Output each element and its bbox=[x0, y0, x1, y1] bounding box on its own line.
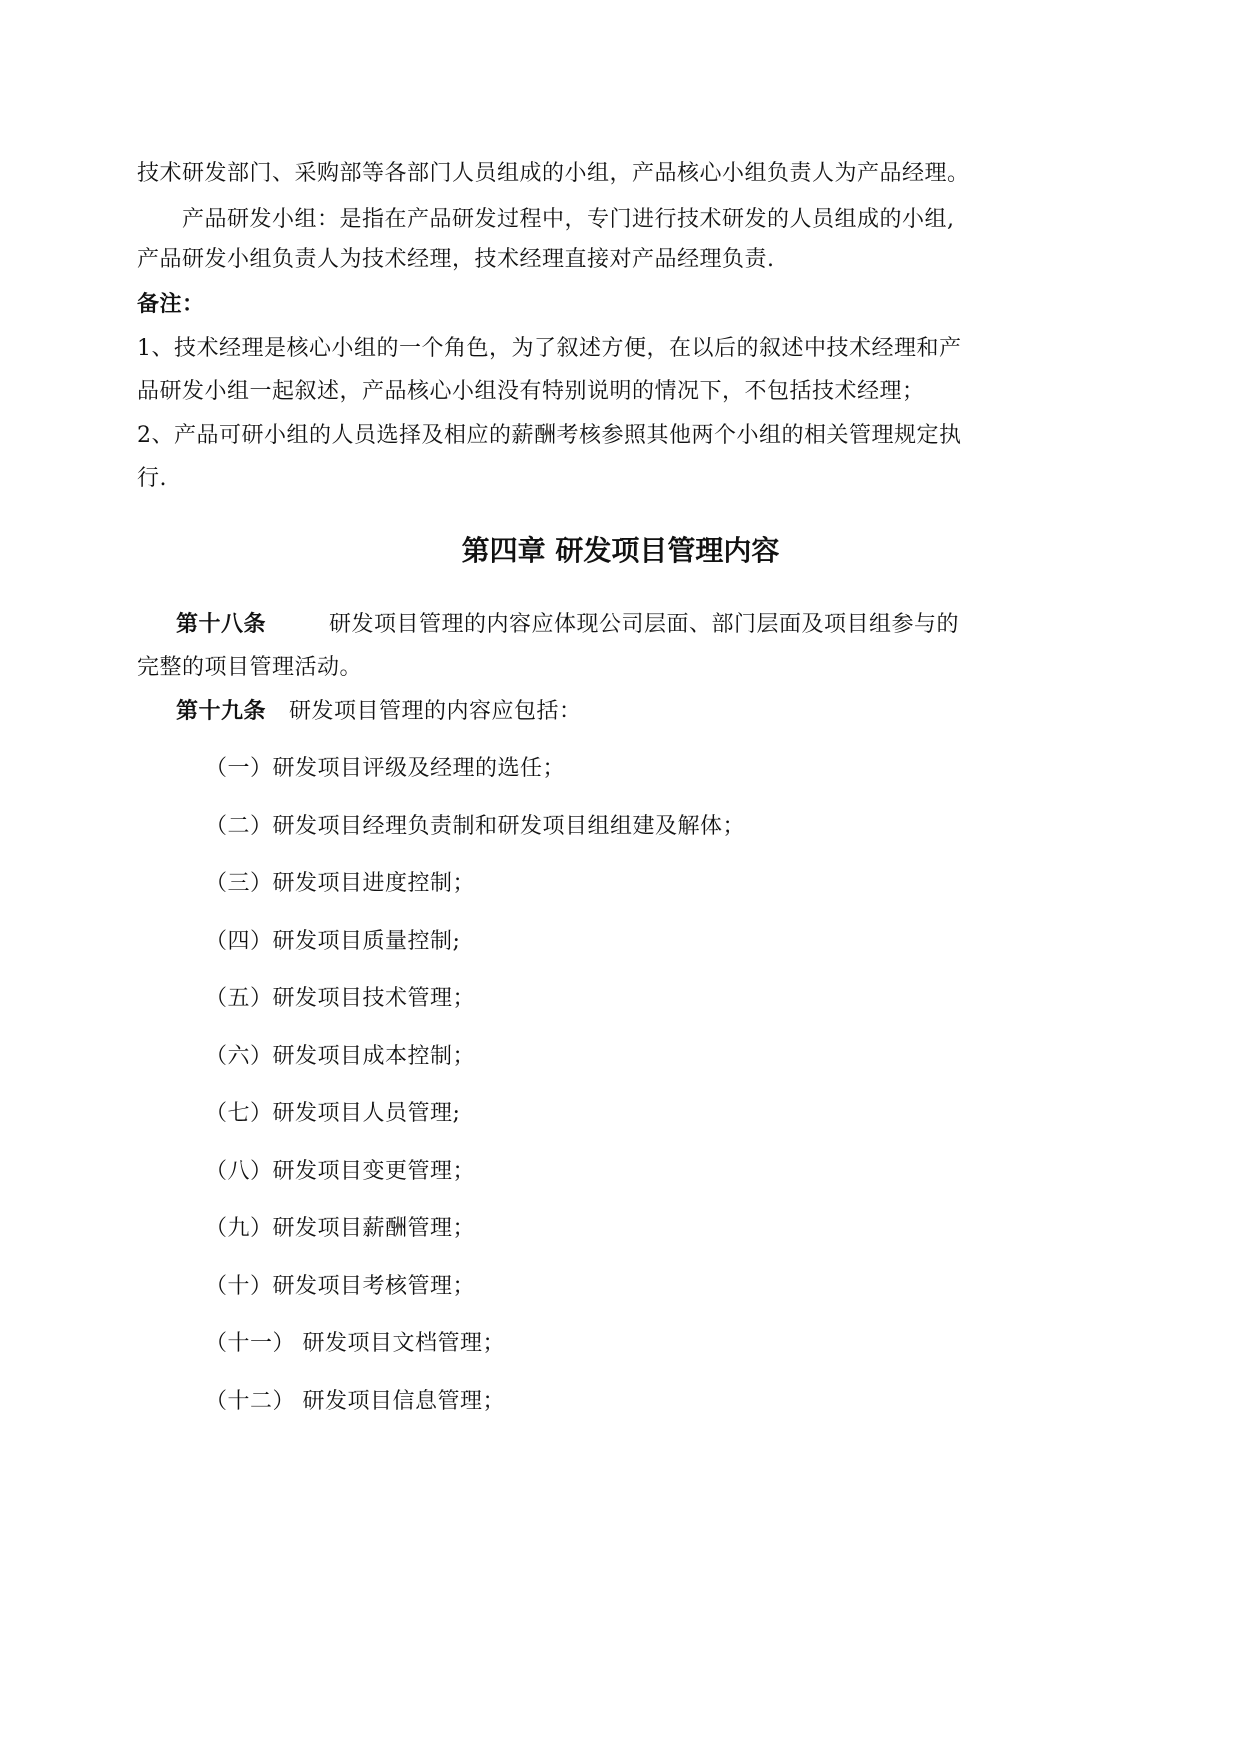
list-item bbox=[205, 1272, 475, 1302]
item-text: 研发项目变更管理； bbox=[272, 1159, 476, 1184]
article-text: 研发项目管理的内容应包括： bbox=[289, 699, 582, 724]
item-number: （五） bbox=[205, 986, 273, 1011]
list-item bbox=[205, 1329, 505, 1359]
item-text: 研发项目经理负责制和研发项目组组建及解体； bbox=[272, 814, 746, 839]
item-number: （九） bbox=[205, 1216, 273, 1241]
item-number: （十二） bbox=[205, 1389, 296, 1414]
item-text: 研发项目评级及经理的选任； bbox=[272, 756, 566, 781]
item-text: 研发项目人员管理; bbox=[272, 1101, 461, 1126]
paragraph-line: 产品研发小组负责人为技术经理，技术经理直接对产品经理负责. bbox=[137, 247, 775, 272]
article-line: 完整的项目管理活动。 bbox=[137, 655, 363, 680]
list-item bbox=[205, 1387, 505, 1417]
list-item bbox=[205, 869, 475, 899]
list-item bbox=[205, 812, 745, 842]
item-text: 研发项目文档管理； bbox=[295, 1331, 506, 1356]
note-line: 行. bbox=[137, 466, 167, 491]
article-label: 第十九条 bbox=[176, 699, 267, 724]
note-line: 2、产品可研小组的人员选择及相应的薪酬考核参照其他两个小组的相关管理规定执 bbox=[137, 423, 962, 448]
article-text: 研发项目管理的内容应体现公司层面、部门层面及项目组参与的 bbox=[329, 612, 960, 637]
item-text: 研发项目考核管理； bbox=[272, 1274, 476, 1299]
article-label: 第十八条 bbox=[176, 612, 267, 637]
item-number: （一） bbox=[205, 756, 273, 781]
item-text: 研发项目进度控制； bbox=[272, 871, 476, 896]
item-text: 研发项目薪酬管理； bbox=[272, 1216, 476, 1241]
list-item bbox=[205, 984, 475, 1014]
item-number: （二） bbox=[205, 814, 273, 839]
item-text: 研发项目信息管理； bbox=[295, 1389, 506, 1414]
item-number: （八） bbox=[205, 1159, 273, 1184]
list-item bbox=[205, 1042, 475, 1072]
article-19 bbox=[176, 697, 582, 727]
article-18 bbox=[176, 610, 959, 640]
item-number: （六） bbox=[205, 1044, 273, 1069]
item-text: 研发项目质量控制; bbox=[272, 929, 461, 954]
item-number: （十） bbox=[205, 1274, 273, 1299]
note-line: 品研发小组一起叙述，产品核心小组没有特别说明的情况下，不包括技术经理； bbox=[137, 379, 925, 404]
item-text: 研发项目成本控制； bbox=[272, 1044, 476, 1069]
list-item bbox=[205, 754, 565, 784]
chapter-title: 第四章 研发项目管理内容 bbox=[461, 534, 780, 567]
item-number: （四） bbox=[205, 929, 273, 954]
paragraph-line: 技术研发部门、采购部等各部门人员组成的小组，产品核心小组负责人为产品经理。 bbox=[137, 161, 970, 186]
item-number: （七） bbox=[205, 1101, 273, 1126]
item-text: 研发项目技术管理； bbox=[272, 986, 476, 1011]
notes-title: 备注： bbox=[137, 291, 205, 317]
list-item bbox=[205, 1099, 460, 1129]
list-item bbox=[205, 1214, 475, 1244]
paragraph-line: 产品研发小组：是指在产品研发过程中，专门进行技术研发的人员组成的小组, bbox=[182, 207, 955, 232]
note-line: 1、技术经理是核心小组的一个角色，为了叙述方便，在以后的叙述中技术经理和产 bbox=[137, 336, 962, 361]
item-number: （十一） bbox=[205, 1331, 296, 1356]
list-item bbox=[205, 927, 460, 957]
list-item bbox=[205, 1157, 475, 1187]
item-number: （三） bbox=[205, 871, 273, 896]
